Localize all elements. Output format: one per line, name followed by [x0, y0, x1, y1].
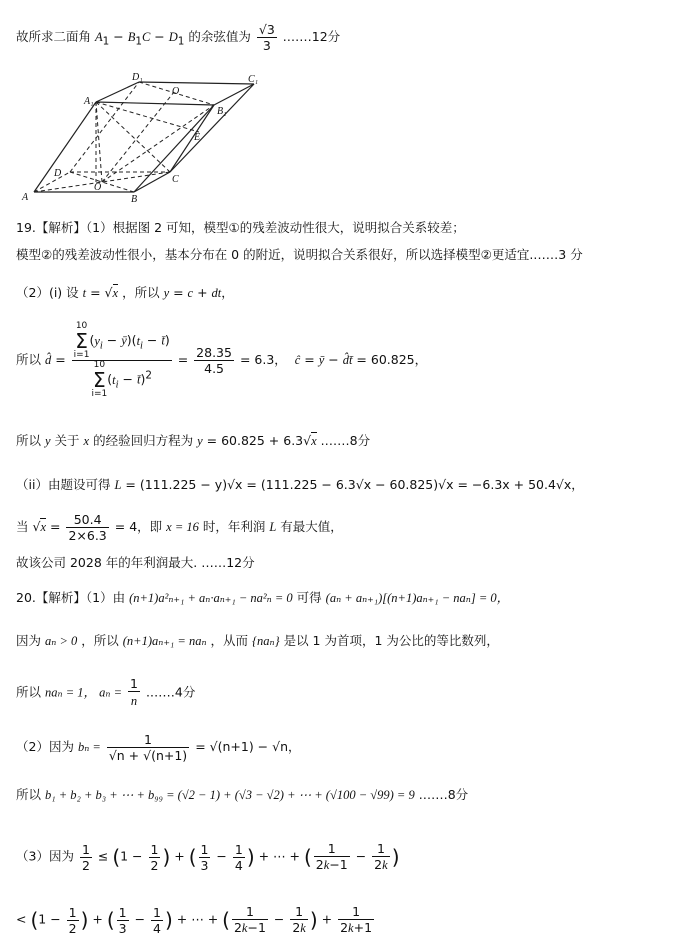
p19-text-5: 所以 — [16, 433, 42, 448]
frac-num: 1 — [107, 732, 189, 748]
p18-line: 故所求二面角 $A_1 - B_1C - D_1$ 的余弦值为 $\frac{√3}{3}$ .……12分 — [16, 22, 341, 53]
score: .……8分 — [418, 787, 469, 802]
p20-text-2b: ，所以 — [81, 633, 119, 648]
p19-line-6: （ii）由题设可得 L = (111.225 − y)√x = (111.225 − 6.3√x − 60.825)√x = −6.3x + 50.4√x， — [16, 477, 584, 492]
d-hat-den: 10 Σ $i=1(t_i$ − t̄)$^2$ — [91, 360, 152, 399]
p19-line-7: 当 √x = $\frac{50.4}{2\times 6.3}$ = 4，即 x = 16 时，年利润 L 有最大值， — [16, 512, 343, 543]
x-value: x = 16 — [166, 520, 199, 534]
telescoping-sum: b₁ + b₂ + b₃ + ⋯ + b₉₉ = (√2 − 1) + (√3 − √2) + ⋯ + (√100 − √99) = 9 — [45, 788, 415, 802]
p19-text-5c: 的经验回归方程为 — [93, 433, 194, 448]
score: .……4分 — [145, 684, 196, 700]
frac-den: n — [130, 694, 138, 708]
label-B1: B₁ — [217, 106, 227, 117]
positivity: aₙ > 0 — [45, 634, 78, 648]
p19-line-2 — [16, 246, 583, 264]
p19-text-1: （1）根据图 2 可知，模型①的残差波动性很大，说明拟合关系较差； — [85, 220, 465, 235]
p19-text-7d: 有最大值， — [280, 519, 343, 534]
label-C: C — [172, 174, 179, 185]
value-den: 4.5 — [204, 361, 225, 376]
label-B: B — [131, 194, 138, 202]
frac-den: 3 — [262, 38, 271, 53]
label-A: A — [22, 192, 29, 202]
frac-den: 2×6.3 — [68, 528, 107, 543]
p19-text-7: 当 — [16, 519, 29, 534]
frac-num: 50.4 — [66, 512, 108, 528]
value-fraction — [194, 345, 234, 376]
p20-text-7: < — [16, 911, 27, 927]
p20-text-1: （1）由 — [85, 590, 126, 605]
bn-fraction — [107, 732, 189, 763]
score: .……12分 — [282, 29, 341, 44]
p20-text-1b: 可得 — [296, 590, 322, 605]
frac-num: 1 — [130, 676, 138, 691]
value-num: 28.35 — [196, 345, 232, 360]
recurrence-eq: (n+1)a²ₙ₊₁ + aₙ·aₙ₊₁ − na²ₙ = 0 — [129, 591, 293, 605]
p20-text-2: 因为 — [16, 633, 42, 648]
p19-heading: 19.【解析】 — [16, 220, 86, 235]
label-D: D — [54, 168, 62, 179]
p20-text-5: 所以 — [16, 787, 42, 802]
sqrt-fraction — [66, 512, 108, 543]
label-O: O — [172, 86, 180, 97]
p19-text-6: （ii）由题设可得 — [16, 477, 111, 492]
score: .……8分 — [320, 433, 371, 448]
profit-eq: = (111.225 − y)√x = (111.225 − 6.3√x − 60.825)√x = −6.3x + 50.4√x， — [125, 477, 584, 492]
general-term: naₙ = 1， aₙ = — [45, 685, 123, 700]
label-D1: D₁ — [132, 72, 143, 83]
p19-text-4: 所以 — [16, 352, 42, 367]
factored-eq: (aₙ + aₙ₊₁)[(n+1)aₙ₊₁ − naₙ] = 0， — [325, 591, 510, 605]
p20-text-4: （2）因为 — [16, 739, 74, 754]
p19-text-2: 模型②的残差波动性很小，基本分布在 0 的附近，说明拟合关系很好，所以选择模型②更适宜.……3 分 — [16, 247, 583, 262]
p20-line-7: < (1 − $\frac{1}{2}$ ) + ( $\frac{1}{3}$ − $\frac{1}{4}$ ) + ⋯ + ( $\frac{1}{2k-1}$ − $\frac{1}{2k}$ ) + $\frac{1}{2k+1}$ — [16, 904, 373, 936]
p20-line-5 — [16, 786, 468, 804]
bn-result: = √(n+1) − √n， — [195, 739, 301, 754]
p20-text-2c: ，从而 — [210, 633, 249, 648]
p20-heading: 20.【解析】 — [16, 590, 86, 605]
p19-line-8 — [16, 554, 255, 572]
p20-text-6: （3）因为 — [16, 848, 74, 864]
p19-line-1 — [16, 219, 465, 237]
p19-text-8: 故该公司 2028 年的年利润最大. ……12分 — [16, 555, 255, 570]
p20-text-2d: 是以 1 为首项，1 为公比的等比数列， — [283, 633, 499, 648]
p20-text-3: 所以 — [16, 684, 42, 700]
label-O2: O — [94, 182, 102, 193]
p19-line-4: 所以 d̂ = 10 Σ $i=1(y_i$ − $ȳ)(t_i$ − t̄) 10 Σ $i=1(t_i$ − t̄)$^2$ = $\frac{28.35}{4.5}$ = 6.3， ĉ = ȳ − d̂t̄ = 60.825， — [16, 321, 428, 399]
p19-text-7c: 时，年利润 — [202, 519, 266, 534]
d-hat-fraction — [72, 322, 172, 399]
d-hat-num: 10 Σ $i=1(y_i$ − $ȳ)(t_i$ − t̄) — [73, 321, 170, 360]
relation-eq: (n+1)aₙ₊₁ = naₙ — [122, 634, 207, 648]
regression-eq: = 60.825 + 6.3 — [206, 433, 304, 448]
p19-text-3: （2）(i) 设 — [16, 285, 79, 300]
an-fraction — [128, 676, 140, 710]
p19-line-3: （2）(i) 设 t = √x ，所以 y = c + dt， — [16, 285, 234, 300]
sequence-set: {naₙ} — [252, 634, 280, 648]
c-hat-result: = 60.825， — [356, 352, 428, 367]
label-A1: A₁ — [84, 96, 94, 107]
bn-label: bₙ = — [77, 740, 101, 754]
fraction — [257, 22, 277, 53]
p20-line-2 — [16, 632, 499, 650]
p20-line-1 — [16, 589, 509, 607]
p18-text: 故所求二面角 — [16, 29, 92, 44]
p20-line-6: （3）因为 $\frac{1}{2}$ ≤ (1 − $\frac{1}{2}$ ) + ( $\frac{1}{3}$ − $\frac{1}{4}$ ) + ⋯ + ( $\frac{1}{2k-1}$ − $\frac{1}{2k}$ ) — [16, 841, 400, 873]
p20-line-4 — [16, 732, 301, 763]
frac-den: √n + √(n+1) — [108, 748, 188, 763]
label-E: E — [194, 132, 201, 143]
label-C1: C₁ — [248, 74, 259, 85]
prism-figure — [14, 72, 264, 202]
p19-text-3b: ，所以 — [122, 285, 160, 300]
p19-line-5: 所以 y 关于 x 的经验回归方程为 y = 60.825 + 6.3√x .……8分 — [16, 433, 371, 448]
value-result: = 6.3， — [239, 352, 287, 367]
p18-text-2: 的余弦值为 — [188, 29, 251, 44]
p19-text-5b: 关于 — [54, 433, 80, 448]
frac-num: √3 — [258, 22, 275, 37]
p19-text-7b: = 4，即 — [114, 519, 163, 534]
p20-line-3 — [16, 676, 195, 710]
